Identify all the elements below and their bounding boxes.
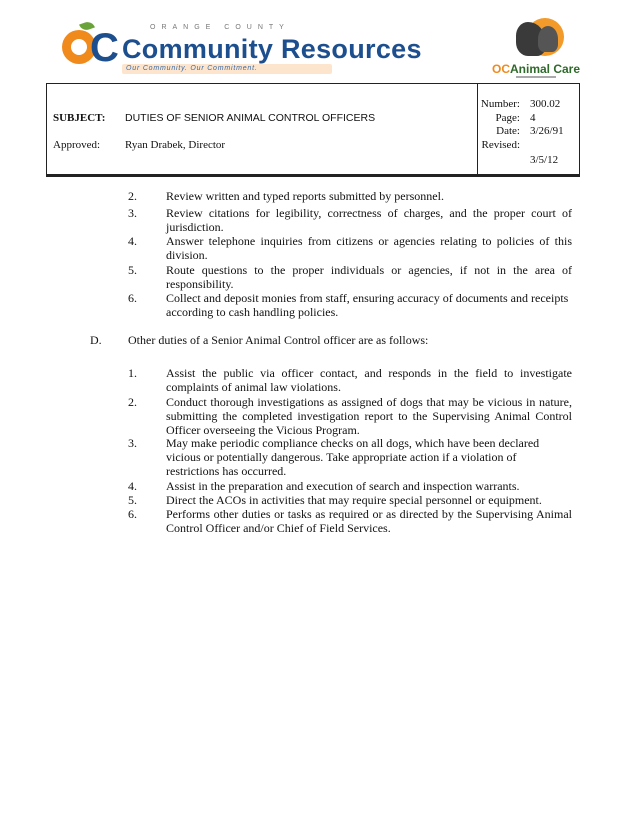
animal-care-text	[492, 62, 580, 76]
logo-oc-c: C	[90, 26, 119, 70]
list-item-text: Direct the ACOs in activities that may require special personnel or equipment.	[166, 493, 542, 507]
list-item-number: 3.	[128, 206, 137, 220]
list-item-number: 4.	[128, 479, 137, 493]
approved-value: Ryan Drabek, Director	[125, 139, 226, 151]
page-value: 4	[530, 112, 536, 124]
list-item-number: 4.	[128, 234, 137, 248]
animal-care-oc: OC	[492, 62, 510, 76]
logo-tagline: Our Community. Our Commitment.	[126, 65, 258, 72]
number-value: 300.02	[530, 98, 561, 110]
list-item-number: 1.	[128, 366, 137, 380]
list-item-number: 5.	[128, 493, 137, 507]
community-resources-logo	[62, 22, 462, 78]
revised-label: Revised:	[481, 139, 520, 151]
list-item-text: Route questions to the proper individuals or agencies, if not in the area of responsibility.	[166, 263, 572, 291]
list-item-text: Assist in the preparation and execution of search and inspection warrants.	[166, 479, 520, 493]
list-item-number: 6.	[128, 291, 137, 305]
list-item-text: Review written and typed reports submitted by personnel.	[166, 189, 444, 203]
list-item-text: Answer telephone inquiries from citizens or agencies relating to policies of this division.	[166, 234, 572, 262]
section-letter: D.	[90, 333, 102, 347]
subject-label: SUBJECT:	[53, 112, 106, 124]
list-item-number: 2.	[128, 395, 137, 409]
subject-value: DUTIES OF SENIOR ANIMAL CONTROL OFFICERS	[125, 112, 376, 124]
animal-care-underline	[516, 76, 556, 78]
list-item-text: Conduct thorough investigations as assigned of dogs that may be vicious in nature, submitting the completed investigation report to the Supervising Animal Control Officer overseeing the Vicious Program.	[166, 395, 572, 437]
list-item-number: 6.	[128, 507, 137, 521]
logo-name-text: Community Resources	[122, 34, 422, 64]
section-heading: Other duties of a Senior Animal Control officer are as follows:	[128, 333, 429, 347]
logo-county-text: ORANGE COUNTY	[150, 24, 290, 31]
list-item-text: Review citations for legibility, correctness of charges, and the proper court of jurisdiction.	[166, 206, 572, 234]
animal-care-name: Animal Care	[510, 62, 581, 76]
list-item-number: 2.	[128, 189, 137, 203]
date-value: 3/26/91	[530, 125, 564, 137]
date-label: Date:	[496, 125, 520, 137]
list-item-text: Collect and deposit monies from staff, ensuring accuracy of documents and receipts according to cash handling policies.	[166, 291, 569, 319]
page-label: Page:	[495, 112, 520, 124]
cat-silhouette-icon	[538, 26, 558, 52]
revised-value: 3/5/12	[530, 154, 559, 166]
list-item-number: 3.	[128, 436, 137, 450]
number-label: Number:	[480, 98, 520, 110]
list-item-text: Assist the public via officer contact, and responds in the field to investigate complaints of animal law violations.	[166, 366, 572, 394]
list-item-number: 5.	[128, 263, 137, 277]
animal-care-logo	[486, 18, 581, 82]
list-item-text: May make periodic compliance checks on all dogs, which have been declared vicious or potentially dangerous. Take appropriate action if a violation of restrictions has occurred.	[166, 436, 540, 478]
approved-label: Approved:	[53, 139, 101, 151]
list-item-text: Performs other duties or tasks as required or as directed by the Supervising Animal Control Officer and/or Chief of Field Services.	[166, 507, 572, 535]
